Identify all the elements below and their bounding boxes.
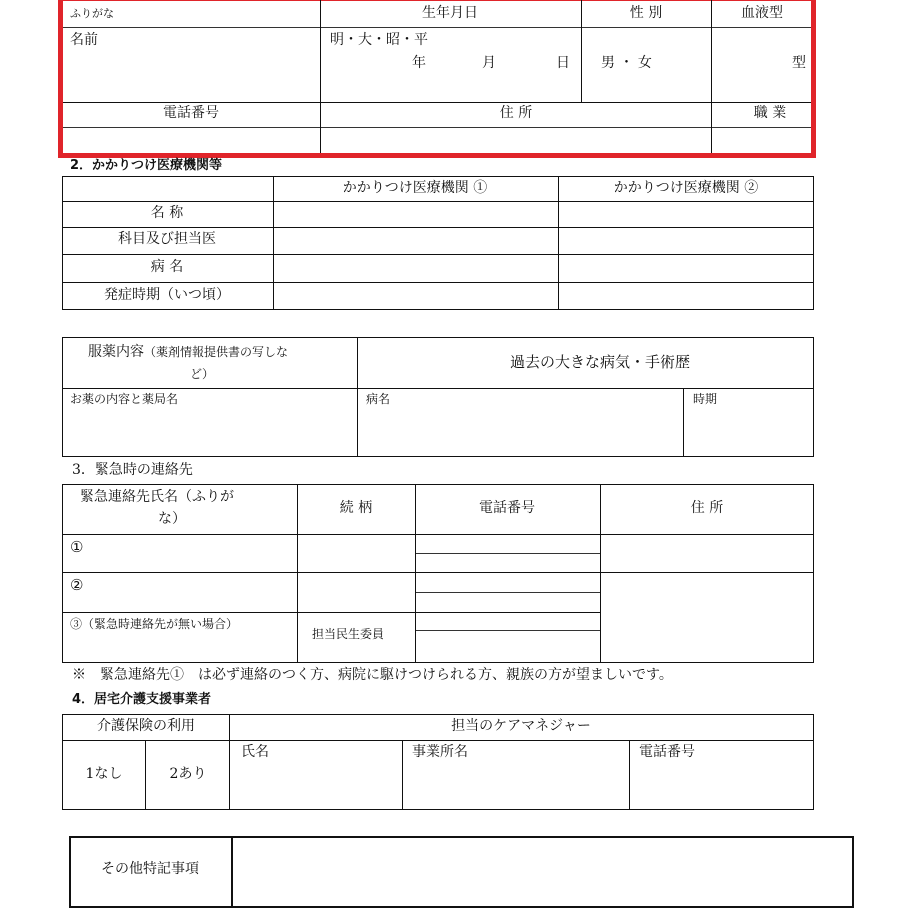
care-manager-header: 担当のケアマネジャー	[451, 718, 591, 734]
option-yes: 2あり	[169, 766, 207, 782]
birthdate-label: 生年月日	[422, 5, 478, 21]
period-label: 時期	[693, 392, 718, 406]
day-label: 日	[556, 55, 570, 71]
contact-row-1: ①	[70, 538, 84, 556]
sex-options: 男 ・ 女	[601, 55, 652, 71]
institution-1-header: かかりつけ医療機関 ①	[342, 180, 488, 196]
option-none: 1なし	[85, 766, 123, 782]
highlight-frame	[58, 0, 816, 158]
contact-address-header: 住 所	[690, 500, 724, 516]
section3-heading: 3．緊急時の連絡先	[72, 462, 193, 478]
medication-title	[88, 345, 288, 360]
medication-title-note: （薬剤情報提供書の写しな	[144, 345, 289, 359]
row-department-label: 科目及び担当医	[118, 231, 216, 247]
address-label: 住 所	[499, 105, 533, 121]
care-manager-name-label: 氏名	[241, 744, 269, 760]
sex-label: 性 別	[629, 5, 663, 21]
medicine-pharmacy-label: お薬の内容と薬局名	[70, 392, 179, 406]
contact-row-2: ②	[70, 576, 84, 594]
era-options: 明・大・昭・平	[330, 32, 428, 48]
section2-heading: 2．かかりつけ医療機関等	[70, 158, 223, 173]
row-name-label: 名 称	[150, 205, 184, 221]
blood-type-label: 血液型	[741, 5, 783, 21]
emergency-note: ※ 緊急連絡先① は必ず連絡のつく方、病院に駆けつけられる方、親族の方が望ましいです。	[72, 667, 673, 683]
relation-header: 続 柄	[339, 500, 373, 516]
row-disease-label: 病 名	[150, 259, 184, 275]
contact-row-3: ③（緊急時連絡先が無い場合）	[70, 617, 239, 631]
section4-heading: 4．居宅介護支援事業者	[72, 692, 212, 707]
office-name-label: 事業所名	[412, 744, 468, 760]
contact-name-header-cont: な）	[158, 511, 186, 527]
insurance-header: 介護保険の利用	[97, 718, 195, 734]
row-onset-label: 発症時期（いつ頃）	[104, 287, 230, 303]
name-label: 名前	[70, 32, 98, 48]
contact-name-header: 緊急連絡先氏名（ふりが	[80, 489, 234, 505]
care-phone-label: 電話番号	[639, 744, 695, 760]
welfare-officer-label: 担当民生委員	[312, 627, 385, 641]
institution-2-header: かかりつけ医療機関 ②	[613, 180, 759, 196]
phone-label: 電話番号	[163, 105, 219, 121]
medication-title-main: 服薬内容	[88, 344, 144, 360]
disease-label: 病名	[366, 392, 391, 406]
contact-phone-header: 電話番号	[479, 500, 535, 516]
history-title: 過去の大きな病気・手術歴	[509, 353, 691, 371]
month-label: 月	[482, 55, 496, 71]
blood-type-suffix: 型	[792, 55, 806, 71]
medication-title-cont: ど）	[190, 367, 215, 381]
occupation-label: 職 業	[753, 105, 787, 121]
year-label: 年	[412, 55, 426, 71]
furigana-label: ふりがな	[70, 7, 114, 20]
other-notes-label: その他特記事項	[101, 861, 199, 877]
